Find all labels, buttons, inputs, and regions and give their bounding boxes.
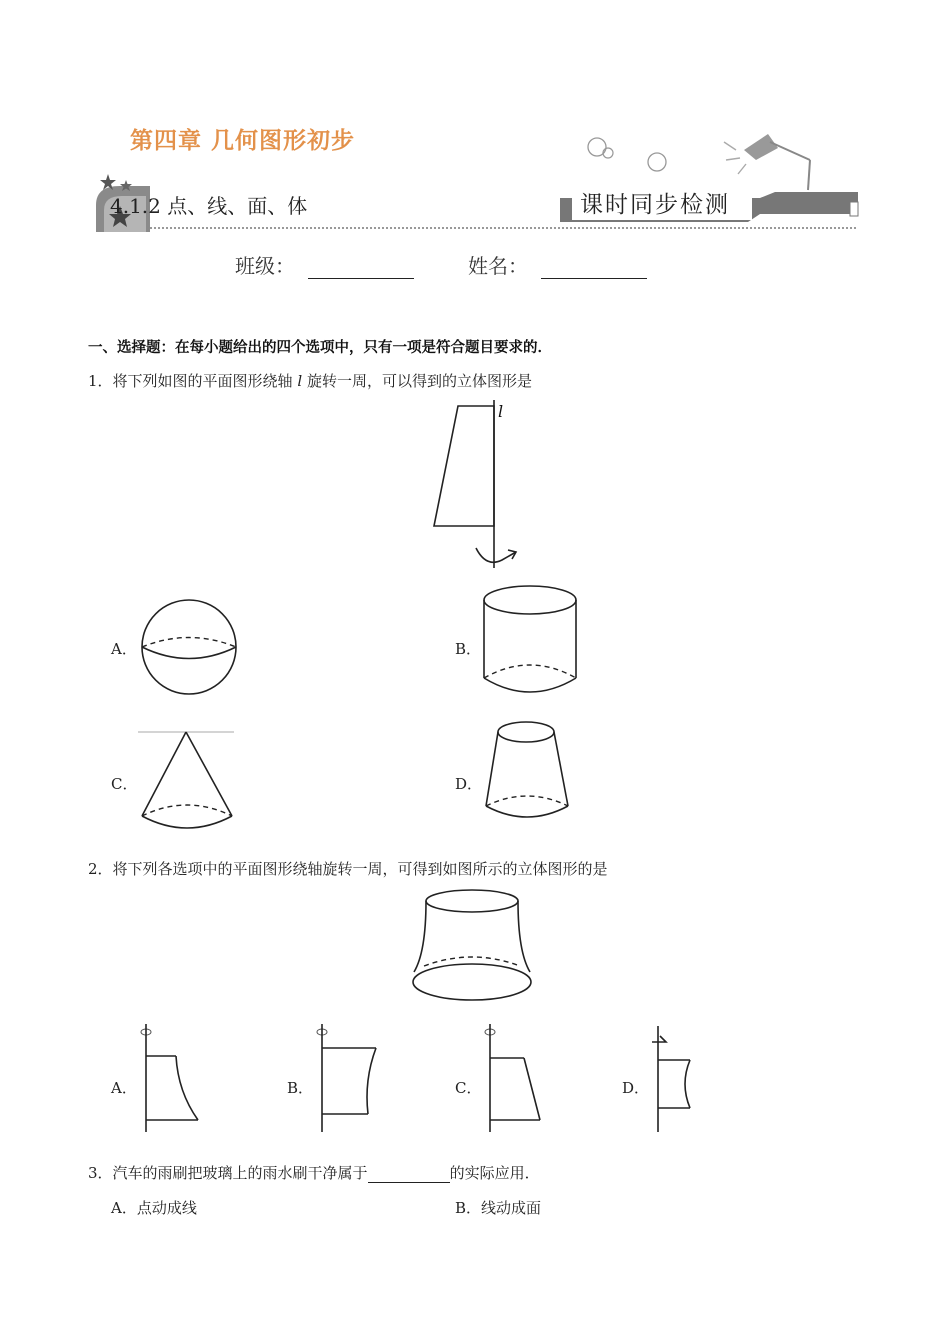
q1-text-after: 旋转一周，可以得到的立体图形是 bbox=[306, 372, 532, 390]
chapter-title: 第四章 几何图形初步 bbox=[130, 128, 356, 154]
q1-option-b-label[interactable]: B． bbox=[455, 640, 482, 658]
class-label: 班级： bbox=[235, 254, 295, 278]
q1-option-a-label[interactable]: A． bbox=[111, 640, 137, 658]
q1-option-d-label[interactable]: D． bbox=[455, 775, 483, 793]
part1-heading: 一、选择题：在每小题给出的四个选项中，只有一项是符合题目要求的． bbox=[88, 340, 552, 356]
q1-axis: l bbox=[297, 372, 303, 390]
lamp-icon bbox=[724, 134, 810, 190]
q2-text: 将下列各选项中的平面图形绕轴旋转一周，可得到如图所示的立体图形的是 bbox=[112, 860, 608, 878]
q1-option-c-cone[interactable] bbox=[138, 730, 238, 834]
q1-number: 1． bbox=[88, 372, 113, 390]
name-field[interactable] bbox=[468, 250, 647, 279]
q2-option-b-label[interactable]: B． bbox=[287, 1079, 314, 1097]
q3-stem bbox=[88, 1162, 540, 1183]
q1-text-before: 将下列如图的平面图形绕轴 bbox=[112, 372, 293, 390]
q1-option-d-frustum[interactable] bbox=[484, 720, 574, 832]
sync-test-title: 课时同步检测 bbox=[580, 192, 730, 218]
q2-figure bbox=[410, 888, 536, 1006]
q2-number: 2． bbox=[88, 860, 113, 878]
q2-option-c-label[interactable]: C． bbox=[455, 1079, 482, 1097]
name-blank[interactable] bbox=[541, 256, 647, 279]
bubble-icon bbox=[648, 153, 666, 171]
q2-option-d-label[interactable]: D． bbox=[622, 1079, 650, 1097]
section-title: 4.1.2 点、线、面、体 bbox=[110, 194, 308, 218]
name-label: 姓名： bbox=[468, 254, 528, 278]
q2-option-c-shape[interactable] bbox=[482, 1022, 552, 1134]
q2-option-a-label[interactable]: A． bbox=[111, 1079, 137, 1097]
q3-blank[interactable] bbox=[368, 1164, 450, 1183]
q3-text-before: 汽车的雨刷把玻璃上的雨水刷干净属于 bbox=[112, 1164, 368, 1182]
q1-option-b-cylinder[interactable] bbox=[482, 584, 582, 696]
q2-stem bbox=[88, 858, 608, 879]
q2-option-d-shape[interactable] bbox=[650, 1026, 710, 1134]
q2-option-a-shape[interactable] bbox=[138, 1022, 208, 1134]
q3-option-b[interactable]: B．线动成面 bbox=[455, 1199, 542, 1217]
q1-option-a-sphere[interactable] bbox=[138, 598, 242, 698]
q2-option-b-shape[interactable] bbox=[314, 1022, 384, 1134]
class-field[interactable] bbox=[235, 250, 414, 279]
q1-option-c-label[interactable]: C． bbox=[111, 775, 138, 793]
q3-number: 3． bbox=[88, 1164, 113, 1182]
q3-text-after: 的实际应用． bbox=[449, 1164, 540, 1182]
q3-option-a[interactable]: A．点动成线 bbox=[111, 1199, 197, 1217]
q1-stem bbox=[88, 370, 532, 391]
class-blank[interactable] bbox=[308, 256, 414, 279]
q1-figure bbox=[420, 400, 540, 570]
q1-axis-label: l bbox=[498, 402, 504, 421]
